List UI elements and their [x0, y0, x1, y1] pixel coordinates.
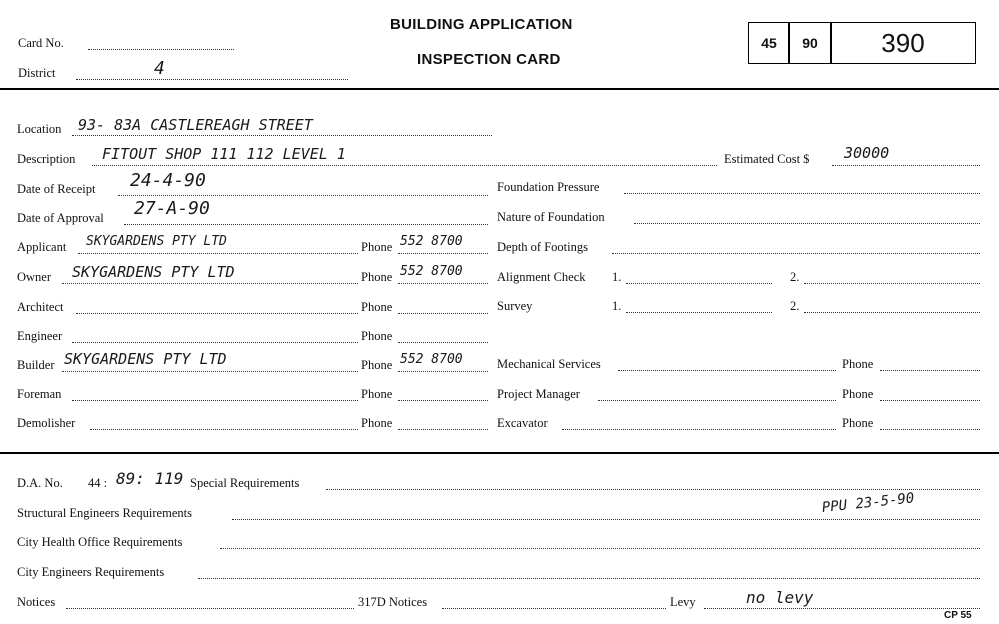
- card-no-line[interactable]: [88, 49, 234, 50]
- applicant-label: Applicant: [17, 240, 67, 254]
- district-line[interactable]: [76, 79, 348, 80]
- project-manager-phone-label: Phone: [842, 387, 874, 401]
- survey-1-label: 1.: [612, 299, 622, 313]
- district-label: District: [18, 66, 56, 80]
- foreman-line[interactable]: [72, 400, 358, 401]
- owner-value: SKYGARDENS PTY LTD: [72, 263, 235, 281]
- estimated-cost-line[interactable]: [832, 165, 980, 166]
- location-line[interactable]: [72, 135, 492, 136]
- structural-line[interactable]: [232, 519, 980, 520]
- city-engineers-label: City Engineers Requirements: [17, 565, 165, 579]
- mechanical-services-label: Mechanical Services: [497, 357, 601, 371]
- location-value: 93- 83A CASTLEREAGH STREET: [78, 116, 313, 134]
- header-divider: [0, 88, 999, 90]
- location-label: Location: [17, 122, 62, 136]
- builder-phone-line[interactable]: [398, 371, 488, 372]
- estimated-cost-value: 30000: [844, 144, 890, 162]
- date-approval-value: 27-A-90: [134, 198, 210, 219]
- nature-foundation-label: Nature of Foundation: [497, 210, 605, 224]
- survey-label: Survey: [497, 299, 533, 313]
- demolisher-label: Demolisher: [17, 416, 76, 430]
- description-line[interactable]: [92, 165, 717, 166]
- form-code: CP 55: [944, 610, 972, 621]
- special-requirements-line[interactable]: [326, 489, 980, 490]
- date-receipt-label: Date of Receipt: [17, 182, 96, 196]
- title-line-2: INSPECTION CARD: [417, 51, 561, 68]
- builder-value: SKYGARDENS PTY LTD: [64, 350, 227, 368]
- district-value: 4: [154, 58, 165, 79]
- notices-line[interactable]: [66, 608, 354, 609]
- lower-divider: [0, 452, 999, 454]
- applicant-line[interactable]: [78, 253, 358, 254]
- foreman-phone-label: Phone: [361, 387, 393, 401]
- foundation-pressure-label: Foundation Pressure: [497, 180, 600, 194]
- depth-footings-line[interactable]: [612, 253, 980, 254]
- alignment-2-label: 2.: [790, 270, 800, 284]
- da-no-prefix: 44 :: [88, 476, 108, 490]
- builder-line[interactable]: [62, 371, 358, 372]
- date-approval-line[interactable]: [124, 224, 488, 225]
- depth-footings-label: Depth of Footings: [497, 240, 588, 254]
- date-approval-label: Date of Approval: [17, 211, 104, 225]
- card-no-label: Card No.: [18, 36, 64, 50]
- excavator-line[interactable]: [562, 429, 836, 430]
- foreman-phone-line[interactable]: [398, 400, 488, 401]
- alignment-1-line[interactable]: [626, 283, 772, 284]
- date-receipt-value: 24-4-90: [130, 170, 206, 191]
- applicant-phone-value: 552 8700: [400, 234, 463, 249]
- project-manager-label: Project Manager: [497, 387, 580, 401]
- architect-phone-label: Phone: [361, 300, 393, 314]
- city-engineers-line[interactable]: [198, 578, 980, 579]
- health-label: City Health Office Requirements: [17, 535, 183, 549]
- notices-317d-line[interactable]: [442, 608, 666, 609]
- demolisher-phone-label: Phone: [361, 416, 393, 430]
- notices-label: Notices: [17, 595, 56, 609]
- alignment-check-label: Alignment Check: [497, 270, 586, 284]
- foreman-label: Foreman: [17, 387, 62, 401]
- excavator-phone-label: Phone: [842, 416, 874, 430]
- owner-line[interactable]: [62, 283, 358, 284]
- estimated-cost-label: Estimated Cost $: [724, 152, 810, 166]
- project-manager-phone-line[interactable]: [880, 400, 980, 401]
- builder-phone-label: Phone: [361, 358, 393, 372]
- owner-phone-label: Phone: [361, 270, 393, 284]
- engineer-label: Engineer: [17, 329, 63, 343]
- special-requirements-label: Special Requirements: [190, 476, 300, 490]
- health-line[interactable]: [220, 548, 980, 549]
- levy-value: no levy: [746, 588, 814, 607]
- da-no-value: 89: 119: [116, 469, 184, 488]
- code-box-1: 45: [748, 22, 790, 64]
- applicant-phone-label: Phone: [361, 240, 393, 254]
- applicant-value: SKYGARDENS PTY LTD: [86, 234, 227, 249]
- engineer-phone-line[interactable]: [398, 342, 488, 343]
- code-box-3: 390: [830, 22, 976, 64]
- excavator-phone-line[interactable]: [880, 429, 980, 430]
- mechanical-phone-label: Phone: [842, 357, 874, 371]
- survey-2-label: 2.: [790, 299, 800, 313]
- applicant-phone-line[interactable]: [398, 253, 488, 254]
- mechanical-phone-line[interactable]: [880, 370, 980, 371]
- foundation-pressure-line[interactable]: [624, 193, 980, 194]
- engineer-phone-label: Phone: [361, 329, 393, 343]
- mechanical-services-line[interactable]: [618, 370, 836, 371]
- demolisher-line[interactable]: [90, 429, 358, 430]
- owner-phone-line[interactable]: [398, 283, 488, 284]
- alignment-1-label: 1.: [612, 270, 622, 284]
- builder-label: Builder: [17, 358, 55, 372]
- structural-note: PPU 23-5-90: [821, 490, 916, 516]
- title-line-1: BUILDING APPLICATION: [390, 16, 573, 33]
- architect-line[interactable]: [76, 313, 358, 314]
- owner-label: Owner: [17, 270, 52, 284]
- levy-line[interactable]: [704, 608, 980, 609]
- project-manager-line[interactable]: [598, 400, 836, 401]
- architect-label: Architect: [17, 300, 64, 314]
- date-receipt-line[interactable]: [118, 195, 488, 196]
- description-label: Description: [17, 152, 76, 166]
- nature-foundation-line[interactable]: [634, 223, 980, 224]
- architect-phone-line[interactable]: [398, 313, 488, 314]
- survey-1-line[interactable]: [626, 312, 772, 313]
- engineer-line[interactable]: [72, 342, 358, 343]
- demolisher-phone-line[interactable]: [398, 429, 488, 430]
- builder-phone-value: 552 8700: [400, 352, 463, 367]
- alignment-2-line[interactable]: [804, 283, 980, 284]
- notices-317d-label: 317D Notices: [358, 595, 428, 609]
- structural-label: Structural Engineers Requirements: [17, 506, 192, 520]
- levy-label: Levy: [670, 595, 696, 609]
- da-no-label: D.A. No.: [17, 476, 63, 490]
- excavator-label: Excavator: [497, 416, 548, 430]
- description-value: FITOUT SHOP 111 112 LEVEL 1: [102, 145, 346, 163]
- code-box-2: 90: [788, 22, 832, 64]
- owner-phone-value: 552 8700: [400, 264, 463, 279]
- survey-2-line[interactable]: [804, 312, 980, 313]
